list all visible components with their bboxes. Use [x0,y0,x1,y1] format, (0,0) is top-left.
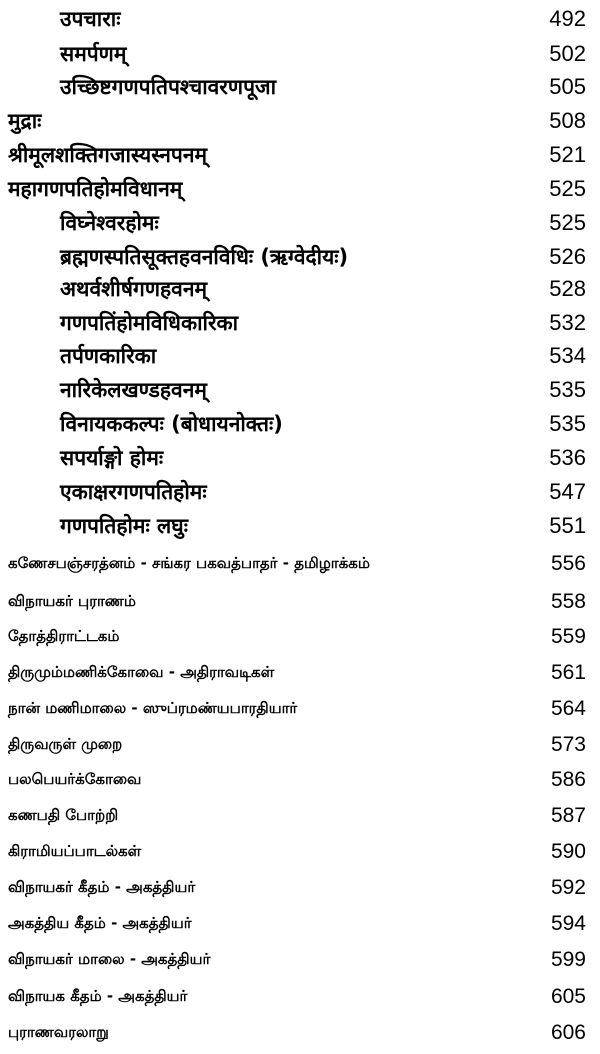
toc-entry [0,871,600,905]
toc-entry-title: கிராமியப்பாடல்கள் [8,842,142,860]
toc-entry-page: 573 [550,733,586,756]
toc-entry-title: एकाक्षरगणपतिहोमः [60,480,207,504]
toc-entry [0,475,600,509]
toc-entry [0,240,600,274]
toc-entry-title: விநாயகர் மாலை - அகத்தியர் [8,950,211,968]
toc-entry-title: महागणपतिहोमविधानम् [8,177,183,201]
toc-entry-page: 606 [550,1021,586,1044]
toc-entry [0,1016,600,1050]
toc-entry-title: அகத்திய கீதம் - அகத்தியர் [8,914,192,932]
toc-entry-page: 558 [550,590,586,613]
toc-entry-title: திருவருள் முறை [8,735,123,753]
toc-entry [0,907,600,941]
toc-entry-page: 535 [549,377,586,402]
toc-entry [0,763,600,797]
toc-entry-page: 587 [550,804,586,827]
toc-entry-page: 536 [549,445,586,470]
toc-entry-title: तर्पणकारिका [60,344,157,368]
toc-entry [0,373,600,407]
toc-entry-page: 605 [550,985,586,1008]
toc-entry-title: விநாயக கீதம் - அகத்தியர் [8,987,188,1005]
toc-entry-title: புராணவரலாறு [8,1023,109,1041]
toc-entry-page: 551 [549,513,586,538]
toc-entry [0,547,600,581]
toc-entry-title: गणपतिंहोमविधिकारिका [60,311,239,335]
toc-entry-page: 532 [549,310,586,335]
toc-entry [0,172,600,206]
toc-entry-page: 492 [549,6,586,31]
toc-entry-title: सपर्याङ्गो होमः [60,446,164,470]
toc-entry-page: 592 [550,876,586,899]
toc-entry-page: 564 [550,697,586,720]
toc-entry [0,656,600,690]
toc-entry-title: उपचाराः [60,7,121,31]
toc-entry [0,339,600,373]
toc-entry-title: கணபதி போற்றி [8,806,119,824]
toc-entry [0,620,600,654]
toc-entry-title: गणपतिहोमः लघुः [60,514,188,538]
toc-entry-page: 559 [550,625,586,648]
toc-entry [0,441,600,475]
toc-entry-page: 505 [549,74,586,99]
toc-entry [0,980,600,1014]
toc-entry-page: 547 [549,479,586,504]
toc-entry-title: விநாயகர் புராணம் [8,592,136,610]
toc-entry-page: 590 [550,840,586,863]
toc-entry-title: தோத்திராட்டகம் [8,627,120,645]
toc-entry-page: 508 [549,108,586,133]
toc-entry [0,585,600,619]
toc-entry-title: நான் மணிமாலை - ஸுப்ரமண்யபாரதியார் [8,699,298,717]
toc-entry-title: பலபெயர்க்கோவை [8,770,142,788]
toc-entry-page: 528 [549,276,586,301]
toc-entry [0,509,600,543]
toc-entry-title: उच्छिष्टगणपतिपश्चावरणपूजा [60,75,277,99]
toc-entry-title: ब्रह्मणस्पतिसूक्तहवनविधिः (ऋग्वेदीयः) [60,245,349,269]
toc-entry [0,206,600,240]
toc-entry-title: मुद्राः [8,109,42,133]
toc-entry-title: திருமும்மணிக்கோவை - அதிராவடிகள் [8,663,275,681]
toc-entry-page: 525 [549,176,586,201]
toc-entry [0,2,600,36]
toc-entry-title: विघ्नेश्वरहोमः [60,211,159,235]
toc-entry-page: 534 [549,343,586,368]
toc-entry [0,692,600,726]
toc-entry [0,138,600,172]
toc-entry-page: 599 [550,948,586,971]
toc-entry-title: विनायककल्पः (बोधायनोक्तः) [60,412,283,436]
toc-entry-title: अथर्वशीर्षगणहवनम् [60,277,208,301]
toc-entry-page: 561 [550,661,586,684]
toc-entry-page: 586 [550,768,586,791]
toc-entry [0,799,600,833]
toc-entry-title: விநாயகர் கீதம் - அகத்தியர் [8,878,196,896]
toc-entry-page: 526 [549,244,586,269]
toc-entry [0,407,600,441]
toc-entry [0,37,600,71]
toc-entry [0,835,600,869]
toc-entry-page: 521 [549,142,586,167]
toc-entry [0,306,600,340]
toc-entry-page: 594 [550,912,586,935]
toc-entry-title: नारिकेलखण्डहवनम् [60,378,207,402]
toc-entry-title: समर्पणम् [60,42,127,66]
toc-entry-page: 525 [549,210,586,235]
toc-entry [0,104,600,138]
toc-entry [0,943,600,977]
toc-entry [0,728,600,762]
toc-entry-page: 535 [549,411,586,436]
toc-entry-title: श्रीमूलशक्तिगजास्यस्नपनम् [8,143,208,167]
toc-entry-page: 502 [549,41,586,66]
toc-entry-title: கணேசபஞ்சரத்னம் - சங்கர பகவத்பாதர் - தமிழாக்கம் [8,554,370,572]
toc-entry [0,70,600,104]
toc-entry-page: 556 [550,552,586,575]
toc-entry [0,272,600,306]
